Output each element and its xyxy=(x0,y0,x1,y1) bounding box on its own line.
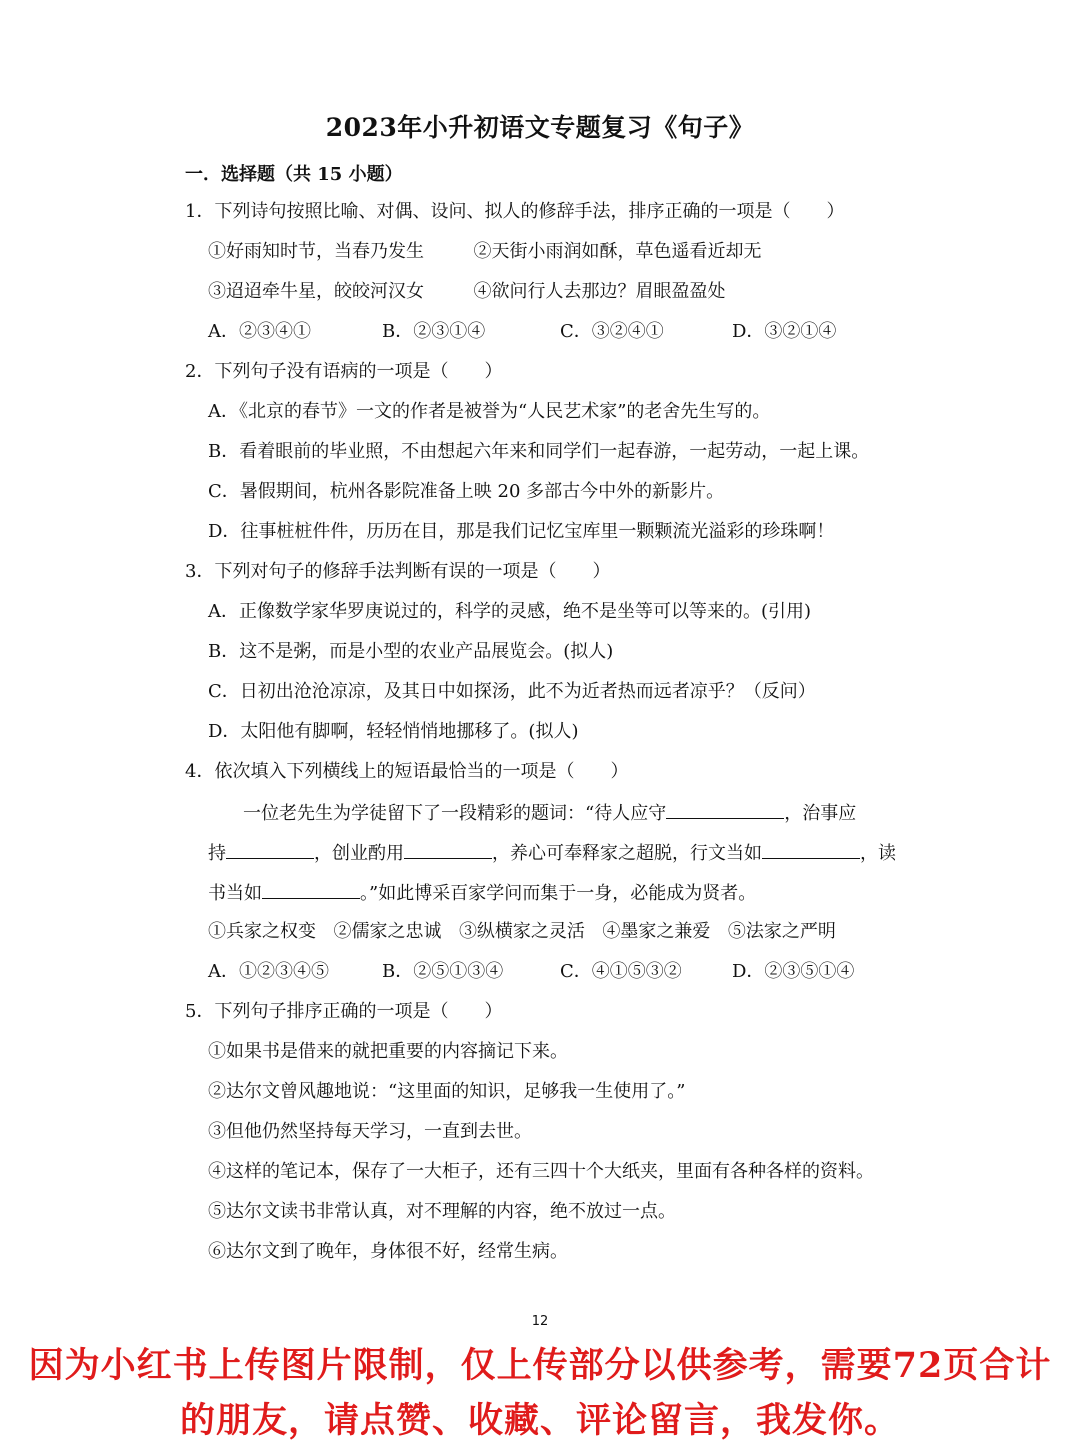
page-number: 12 xyxy=(531,1314,549,1329)
question-3-choice-d: D．太阳他有脚啊，轻轻悄悄地挪移了。(拟人) xyxy=(208,721,579,742)
question-4-stem: 4．依次填入下列横线上的短语最恰当的一项是（ ） xyxy=(185,761,629,782)
question-1-sentence-1: ①好雨知时节，当春乃发生 xyxy=(208,241,424,262)
question-4-choice-a: A．①②③④⑤ xyxy=(208,961,329,982)
question-1-sentences-row-1 xyxy=(208,240,761,264)
banner-line-2: 的朋友，请点赞、收藏、评论留言，我发你。 xyxy=(179,1400,900,1441)
question-5-sentence-3: ③但他仍然坚持每天学习，一直到去世。 xyxy=(208,1121,532,1142)
question-4-choices xyxy=(208,960,854,984)
question-4-passage-line-1 xyxy=(243,800,856,826)
question-1-choice-b: B．②③①④ xyxy=(382,321,486,342)
question-4-choice-c: C．④①⑤③② xyxy=(560,961,682,982)
passage-text: ，养心可奉释家之超脱，行文当如 xyxy=(492,843,762,864)
question-4-phrase-5: ⑤法家之严明 xyxy=(727,921,836,942)
fill-blank-2 xyxy=(226,840,314,859)
page-title: 2023年小升初语文专题复习《句子》 xyxy=(325,113,755,142)
banner-line-1: 因为小红书上传图片限制，仅上传部分以供参考，需要72页合计 xyxy=(28,1345,1052,1386)
question-5-sentence-1: ①如果书是借来的就把重要的内容摘记下来。 xyxy=(208,1041,568,1062)
passage-text: 。”如此博采百家学问而集于一身，必能成为贤者。 xyxy=(360,883,757,904)
question-1-sentence-2: ②天街小雨润如酥，草色遥看近却无 xyxy=(473,241,762,262)
fill-blank-4 xyxy=(762,840,860,859)
question-1-stem: 1．下列诗句按照比喻、对偶、设问、拟人的修辞手法，排序正确的一项是（ ） xyxy=(185,201,845,222)
question-3-choice-c: C．日初出沧沧凉凉，及其日中如探汤，此不为近者热而远者凉乎？（反问） xyxy=(208,681,816,702)
question-4-passage-line-2 xyxy=(208,840,896,866)
question-4-phrase-3: ③纵横家之灵活 xyxy=(458,921,585,942)
question-5-sentence-4: ④这样的笔记本，保存了一大柜子，还有三四十个大纸夹，里面有各种各样的资料。 xyxy=(208,1161,874,1182)
passage-text: 持 xyxy=(208,843,226,864)
question-4-phrases xyxy=(208,920,836,944)
question-4-choice-b: B．②⑤①③④ xyxy=(382,961,504,982)
fill-blank-5 xyxy=(262,880,360,899)
question-3-stem: 3．下列对句子的修辞手法判断有误的一项是（ ） xyxy=(185,561,611,582)
question-3-choice-b: B．这不是粥，而是小型的农业产品展览会。(拟人) xyxy=(208,641,614,662)
question-2-choice-a: A．《北京的春节》一文的作者是被誉为“人民艺术家”的老舍先生写的。 xyxy=(208,401,771,422)
question-1-sentences-row-2 xyxy=(208,280,725,304)
question-4-phrase-1: ①兵家之权变 xyxy=(208,921,316,942)
fill-blank-3 xyxy=(404,840,492,859)
passage-text: 书当如 xyxy=(208,883,262,904)
question-1-choice-c: C．③②④① xyxy=(560,321,664,342)
section-heading: 一．选择题（共 15 小题） xyxy=(185,164,403,185)
passage-text: 一位老先生为学徒留下了一段精彩的题词：“待人应守 xyxy=(243,803,667,824)
passage-text: ，读 xyxy=(860,843,896,864)
question-2-choice-d: D．往事桩桩件件，历历在目，那是我们记忆宝库里一颗颗流光溢彩的珍珠啊！ xyxy=(208,521,835,542)
question-2-choice-b: B．看着眼前的毕业照，不由想起六年来和同学们一起春游，一起劳动，一起上课。 xyxy=(208,441,870,462)
passage-text: ，创业酌用 xyxy=(314,843,404,864)
question-1-sentence-3: ③迢迢牵牛星，皎皎河汉女 xyxy=(208,281,424,302)
question-5-sentence-2: ②达尔文曾风趣地说：“这里面的知识，足够我一生使用了。” xyxy=(208,1081,686,1102)
question-5-stem: 5．下列句子排序正确的一项是（ ） xyxy=(185,1001,503,1022)
question-2-stem: 2．下列句子没有语病的一项是（ ） xyxy=(185,361,503,382)
question-5-sentence-5: ⑤达尔文读书非常认真，对不理解的内容，绝不放过一点。 xyxy=(208,1201,676,1222)
passage-text: ，治事应 xyxy=(784,803,857,824)
question-1-choices xyxy=(208,320,836,344)
question-1-choice-a: A．②③④① xyxy=(208,321,311,342)
question-5-sentence-6: ⑥达尔文到了晚年，身体很不好，经常生病。 xyxy=(208,1241,568,1262)
question-4-passage-line-3 xyxy=(208,880,756,906)
fill-blank-1 xyxy=(666,800,784,819)
question-4-choice-d: D．②③⑤①④ xyxy=(732,961,855,982)
question-2-choice-c: C．暑假期间，杭州各影院准备上映 20 多部古今中外的新影片。 xyxy=(208,481,725,502)
question-1-choice-d: D．③②①④ xyxy=(732,321,837,342)
question-1-sentence-4: ④欲问行人去那边？眉眼盈盈处 xyxy=(473,281,726,302)
question-3-choice-a: A．正像数学家华罗庚说过的，科学的灵感，绝不是坐等可以等来的。(引用) xyxy=(208,601,812,622)
question-4-phrase-2: ②儒家之忠诚 xyxy=(333,921,442,942)
question-4-phrase-4: ④墨家之兼爱 xyxy=(602,921,711,942)
